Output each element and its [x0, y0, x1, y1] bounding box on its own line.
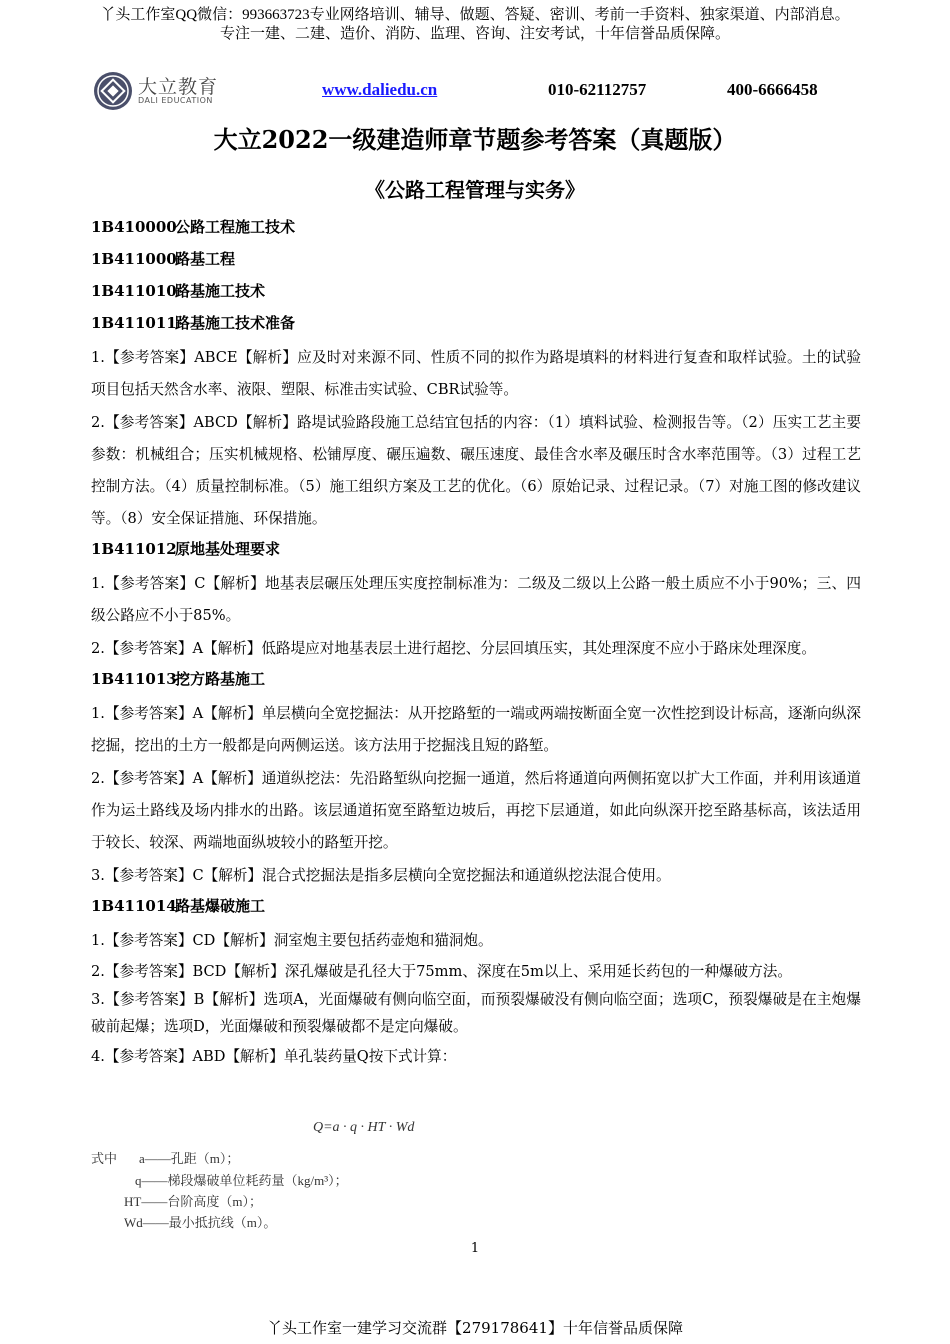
answer-paragraph: 2.【参考答案】A【解析】低路堤应对地基表层土进行超挖、分层回填压实，其处理深度不应小于路床处理深度。 — [91, 640, 816, 657]
section-heading — [91, 278, 861, 310]
section-code: 1B411012 — [91, 540, 177, 558]
section-name: 路基工程 — [175, 250, 236, 268]
dali-logo — [92, 70, 227, 110]
section-name: 路基施工技术准备 — [175, 314, 296, 332]
section-code: 1B411000 — [91, 250, 177, 268]
answer-paragraph: 2.【参考答案】ABCD【解析】路堤试验路段施工总结宜包括的内容：（1）填料试验、检测报告等。（2）压实工艺主要参数：机械组合；压实机械规格、松铺厚度、碾压遍数、碾压速度、最佳含水率及碾压时含水率范围等。（3）过程工艺控制方法。（4）质量控制标准。（5）施工组织方案及工艺的优化。（6）原始记录、过程记录。（7）对施工图的修改建议等。（8）安全保证措施、环保措施。 — [91, 414, 861, 527]
formula-prefix: 式中 — [91, 1151, 118, 1166]
page-number: 1 — [470, 1241, 480, 1256]
footer-text: 丫头工作室一建学习交流群【279178641】十年信誉品质保障 — [267, 1319, 683, 1337]
formula-equation: Q=a · q · HT · Wd — [313, 1120, 415, 1135]
document-subtitle: 《公路工程管理与实务》 — [365, 178, 585, 202]
section-code: 1B410000 — [91, 218, 177, 236]
formula-var-q: q——梯段爆破单位耗药量（kg/m³）； — [135, 1173, 348, 1188]
section-code: 1B411013 — [91, 670, 177, 688]
section-code: 1B411011 — [91, 314, 177, 332]
website-link[interactable]: www.daliedu.cn — [322, 80, 438, 99]
section-code: 1B411014 — [91, 897, 177, 915]
answer-paragraph: 1.【参考答案】CD【解析】洞室炮主要包括药壶炮和猫洞炮。 — [91, 932, 493, 949]
section-name: 路基爆破施工 — [175, 897, 266, 915]
top-banner-line-2: 专注一建、二建、造价、消防、监理、咨询、注安考试，十年信誉品质保障。 — [219, 26, 730, 42]
answer-paragraph: 1.【参考答案】ABCE【解析】应及时对来源不同、性质不同的拟作为路堤填料的材料进行复查和取样试验。土的试验项目包括天然含水率、液限、塑限、标准击实试验、CBR试验等。 — [91, 349, 861, 398]
formula-var-ht: HT——台阶高度（m）； — [124, 1194, 262, 1209]
answer-paragraph: 2.【参考答案】A【解析】通道纵挖法：先沿路堑纵向挖掘一通道，然后将通道向两侧拓宽以扩大工作面，并利用该通道作为运土路线及场内排水的出路。该层通道拓宽至路堑边坡后，再挖下层通道，如此向纵深开挖至路基标高，该法适用于较长、较深、两端地面纵坡较小的路堑开挖。 — [91, 770, 861, 851]
section-name: 路基施工技术 — [175, 282, 266, 300]
answer-content — [91, 214, 861, 1074]
answer-paragraph: 1.【参考答案】A【解析】单层横向全宽挖掘法：从开挖路堑的一端或两端按断面全宽一次性挖到设计标高，逐渐向纵深挖掘，挖出的土方一般都是向两侧运送。该方法用于挖掘浅且短的路堑。 — [91, 705, 861, 754]
charge-formula-figure — [91, 1118, 491, 1228]
formula-var-a: a——孔距（m）； — [139, 1151, 240, 1166]
answer-paragraph: 2.【参考答案】BCD【解析】深孔爆破是孔径大于75mm、深度在5m以上、采用延长药包的一种爆破方法。 — [91, 963, 792, 980]
section-heading — [91, 246, 861, 278]
top-banner-line-1: 丫头工作室QQ微信：993663723专业网络培训、辅导、做题、答疑、密训、考前一手资料、独家渠道、内部消息。 — [100, 7, 850, 23]
answer-paragraph: 1.【参考答案】C【解析】地基表层碾压处理压实度控制标准为：二级及二级以上公路一般土质应不小于90%；三、四级公路应不小于85%。 — [91, 575, 861, 624]
formula-var-wd: Wd——最小抵抗线（m）。 — [124, 1215, 277, 1230]
dali-emblem-icon — [92, 70, 134, 112]
answer-paragraph: 4.【参考答案】ABD【解析】单孔装药量Q按下式计算： — [91, 1048, 457, 1065]
section-heading — [91, 310, 861, 342]
section-name: 公路工程施工技术 — [175, 218, 296, 236]
section-heading — [91, 666, 861, 698]
phone-number-1: 010-62112757 — [548, 80, 647, 99]
section-code: 1B411010 — [91, 282, 177, 300]
answer-paragraph: 3.【参考答案】C【解析】混合式挖掘法是指多层横向全宽挖掘法和通道纵挖法混合使用。 — [91, 867, 671, 884]
section-name: 原地基处理要求 — [175, 540, 281, 558]
section-name: 挖方路基施工 — [175, 670, 266, 688]
document-title: 大立2022一级建造师章节题参考答案（真题版） — [213, 125, 737, 154]
logo-title: 大立教育 — [138, 76, 219, 98]
answer-paragraph: 3.【参考答案】B【解析】选项A，光面爆破有侧向临空面，而预裂爆破没有侧向临空面；选项C，预裂爆破是在主炮爆破前起爆；选项D，光面爆破和预裂爆破都不是定向爆破。 — [91, 991, 861, 1035]
phone-number-2: 400-6666458 — [727, 80, 818, 99]
section-heading — [91, 214, 861, 246]
section-heading — [91, 893, 861, 925]
section-heading — [91, 536, 861, 568]
logo-subtitle: DALI EDUCATION — [138, 96, 213, 105]
